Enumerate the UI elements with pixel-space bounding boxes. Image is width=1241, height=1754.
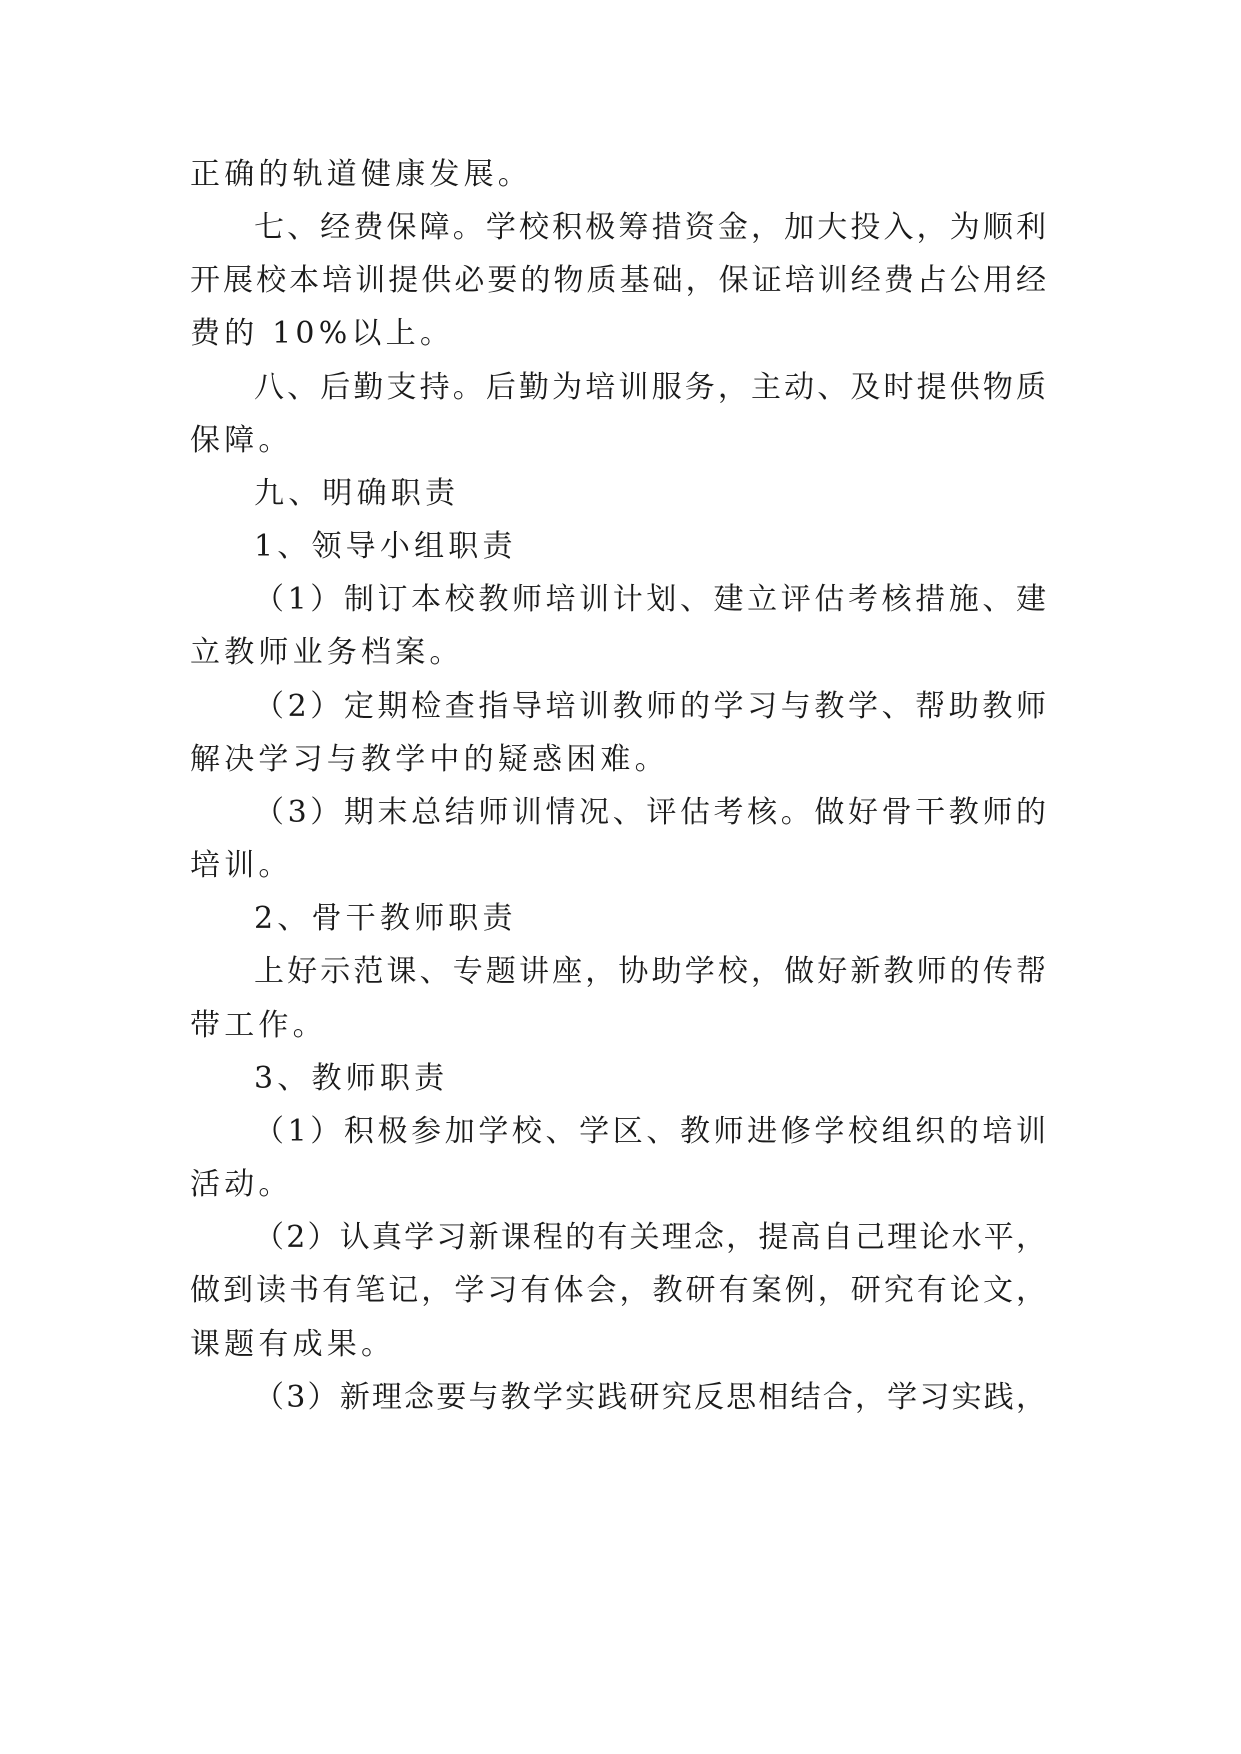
text-line: 带工作。 [190,1008,327,1043]
text-line: 七、经费保障。学校积极筹措资金，加大投入，为顺利 [254,210,1046,245]
text-line: （3）期末总结师训情况、评估考核。做好骨干教师的 [254,795,1046,830]
text-line: 培训。 [190,848,293,883]
text-line: 正确的轨道健康发展。 [190,157,532,192]
text-line: 解决学习与教学中的疑惑困难。 [190,742,669,777]
text-line: （3）新理念要与教学实践研究反思相结合，学习实践， [254,1380,1046,1415]
text-line: （2）定期检查指导培训教师的学习与教学、帮助教师 [254,689,1046,724]
text-line: 开展校本培训提供必要的物质基础，保证培训经费占公用经 [190,263,1046,298]
text-line: 3、教师职责 [254,1061,449,1096]
text-line: （1）制订本校教师培训计划、建立评估考核措施、建 [254,582,1046,617]
text-line: 2、骨干教师职责 [254,901,517,936]
text-line: 九、明确职责 [254,476,460,511]
text-line: 活动。 [190,1167,293,1202]
text-line: 课题有成果。 [190,1327,396,1362]
text-line: 上好示范课、专题讲座，协助学校，做好新教师的传帮 [254,954,1046,989]
text-line: 费的 10%以上。 [190,316,455,351]
text-line: 八、后勤支持。后勤为培训服务，主动、及时提供物质 [254,370,1046,405]
text-line: 保障。 [190,423,293,458]
text-line: 立教师业务档案。 [190,635,464,670]
text-line: （1）积极参加学校、学区、教师进修学校组织的培训 [254,1114,1046,1149]
text-line: （2）认真学习新课程的有关理念，提高自己理论水平， [254,1220,1046,1255]
text-line: 做到读书有笔记，学习有体会，教研有案例，研究有论文， [190,1273,1046,1308]
text-line: 1、领导小组职责 [254,529,517,564]
